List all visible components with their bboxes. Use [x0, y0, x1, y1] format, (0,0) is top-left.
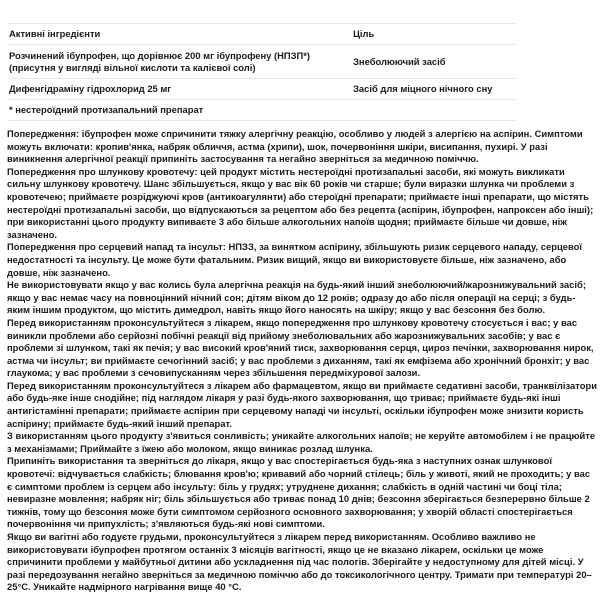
table-footnote-row: [7, 100, 516, 121]
table-header-row: [7, 24, 516, 45]
footnote-empty-cell: [351, 100, 516, 121]
stop-use-warning: Припиніть використання та зверніться до лікаря, якщо у вас спостерігається будь-яка з наступних ознак шлункової кровотечі: відчувається слабкість; блювання кров'ю; кривавий або чорний стілець; біль у животі, який не проходить; у вас є симптоми проблем із серцем або інсульту: біль у грудях; утруднене дихання; слабкість в одній частині чи боці тіла; невиразне мовлення; набряк ніг; біль збільшується або триває понад 10 днів; безсоння зберігається безперервно більше 2 тижнів, тому що безсоння може бути симптомом серйозного основного захворювання; у хворій області спостерігається почервоніння чи припухлість; з'являються будь-які нові симптоми.: [7, 455, 591, 530]
heart-attack-stroke-warning: Попередження про серцевий напад та інсульт: НПЗЗ, за винятком аспірину, збільшують ризик серцевого нападу, серцевої недостатності та інсульту. Це може бути фатальним. Ризик вищий, якщо ви використовуєте більше, ніж зазначено, або довше, ніж зазначено.: [7, 241, 583, 278]
table-row: [7, 45, 516, 79]
footnote-nsaid: * нестероїдний протизапальний препарат: [7, 100, 351, 121]
ingredient-ibuprofen: [7, 45, 351, 79]
warnings-section: [7, 128, 597, 594]
active-ingredients-table: [7, 23, 516, 121]
allergy-warning: Попередження: ібупрофен може спричинити тяжку алергічну реакцію, особливо у людей з алергією на аспірин. Симптоми можуть включати: кропив'янка, набряк обличчя, астма (хрипи), шок, почервоніння шкіри, висипання, пухирі. У разі виникнення алергічної реакції припиніть застосування та негайно зверніться за медичною поміччю.: [7, 128, 583, 165]
do-not-use-warning: Не використовувати якщо у вас колись була алергічна реакція на будь-який інший знеболюючий/жарознижувальний засіб; якщо у вас немає часу на повноцінний нічний сон; дітям віком до 12 років; одразу до або після операції на серці; з будь-яким іншим продуктом, що містить димедрол, навіть якщо його наносять на шкіру; якщо у вас безсоння без болю.: [7, 279, 586, 316]
purpose-pain-reliever: Знеболюючий засіб: [351, 45, 516, 79]
ask-doctor-pharmacist-warning: Перед використанням проконсультуйтеся з лікарем або фармацевтом, якщо ви приймаєте седативні засоби, транквілізатори або будь-яке інше снодійне; під наглядом лікаря у разі будь-якого захворювання, що триває; приймаєте будь-які інші антигістамінні препарати; приймаєте аспірин при серцевому нападі чи інсульті, оскільки ібупрофен може знизити користь аспірину; приймаєте будь-який інший препарат.: [7, 379, 598, 429]
ingredient-ibuprofen-line2: (присутня у вигляді вільної кислоти та калієвої солі): [9, 61, 256, 73]
when-using-warning: З використанням цього продукту з'явиться сонливість; уникайте алкогольних напоїв; не керуйте автомобілем і не працюйте з механізмами; Приймайте з їжею або молоком, якщо виникає розлад шлунка.: [7, 430, 596, 454]
table-row: [7, 79, 516, 100]
ingredient-diphenhydramine: Дифенгідраміну гідрохлорид 25 мг: [7, 79, 351, 100]
purpose-nighttime-sleep-aid: Засіб для міцного нічного сну: [351, 79, 516, 100]
header-active-ingredients: Активні інгредієнти: [7, 24, 351, 45]
pregnancy-storage-warning: Якщо ви вагітні або годуєте грудьми, проконсультуйтеся з лікарем перед використанням. Особливо важливо не використовувати ібупрофен протягом останніх 3 місяців вагітності, якщо це не вказано лікарем, оскільки це може спричинити проблеми у майбутньої дитини або ускладнення під час пологів. Зберігайте у недоступному для дітей місці. У разі передозування негайно зверніться за медичною поміччю або до токсикологічного центру. Тримати при температурі 20–25°C. Уникайте надмірного нагрівання вище 40 °C.: [7, 531, 592, 593]
stomach-bleeding-warning: Попередження про шлункову кровотечу: цей продукт містить нестероїдні протизапальні засоби, які можуть викликати сильну шлункову кровотечу. Шанс збільшується, якщо у вас вік 60 років чи старше; були виразки шлунка чи проблеми з кровотечею; приймаєте розріджуючі кров (антикоагулянти) або стероїдні препарати; приймаєте інші препарати, що містять нестероїдні протизапальні засоби, що відпускаються за рецептом або без рецепта (аспірин, ібупрофен, напроксен або інші); при використанні цього продукту випиваєте 3 або більше алкогольних напоїв щодня; приймаєте більше чи довше, ніж зазначено.: [7, 165, 594, 240]
header-purpose: Ціль: [351, 24, 516, 45]
ingredient-ibuprofen-line1: Розчинений ібупрофен, що дорівнює 200 мг ібупрофену (НПЗП*): [9, 49, 310, 61]
ask-doctor-warning: Перед використанням проконсультуйтеся з лікарем, якщо попередження про шлункову кровотечу стосується і вас; у вас виникли проблеми або серйозні побічні реакції від прийому знеболювальних або жарознижувальних засобів; у вас є проблеми зі шлунком, такі як печія; у вас високий кров'яний тиск, захворювання серця, цироз печінки, захворювання нирок, астма чи інсульт; ви приймаєте сечогінний засіб; у вас проблеми з диханням, такі як емфізема або хронічний бронхіт; у вас глаукома; у вас проблеми з сечовипусканням через збільшення передміхурової залози.: [7, 316, 594, 379]
